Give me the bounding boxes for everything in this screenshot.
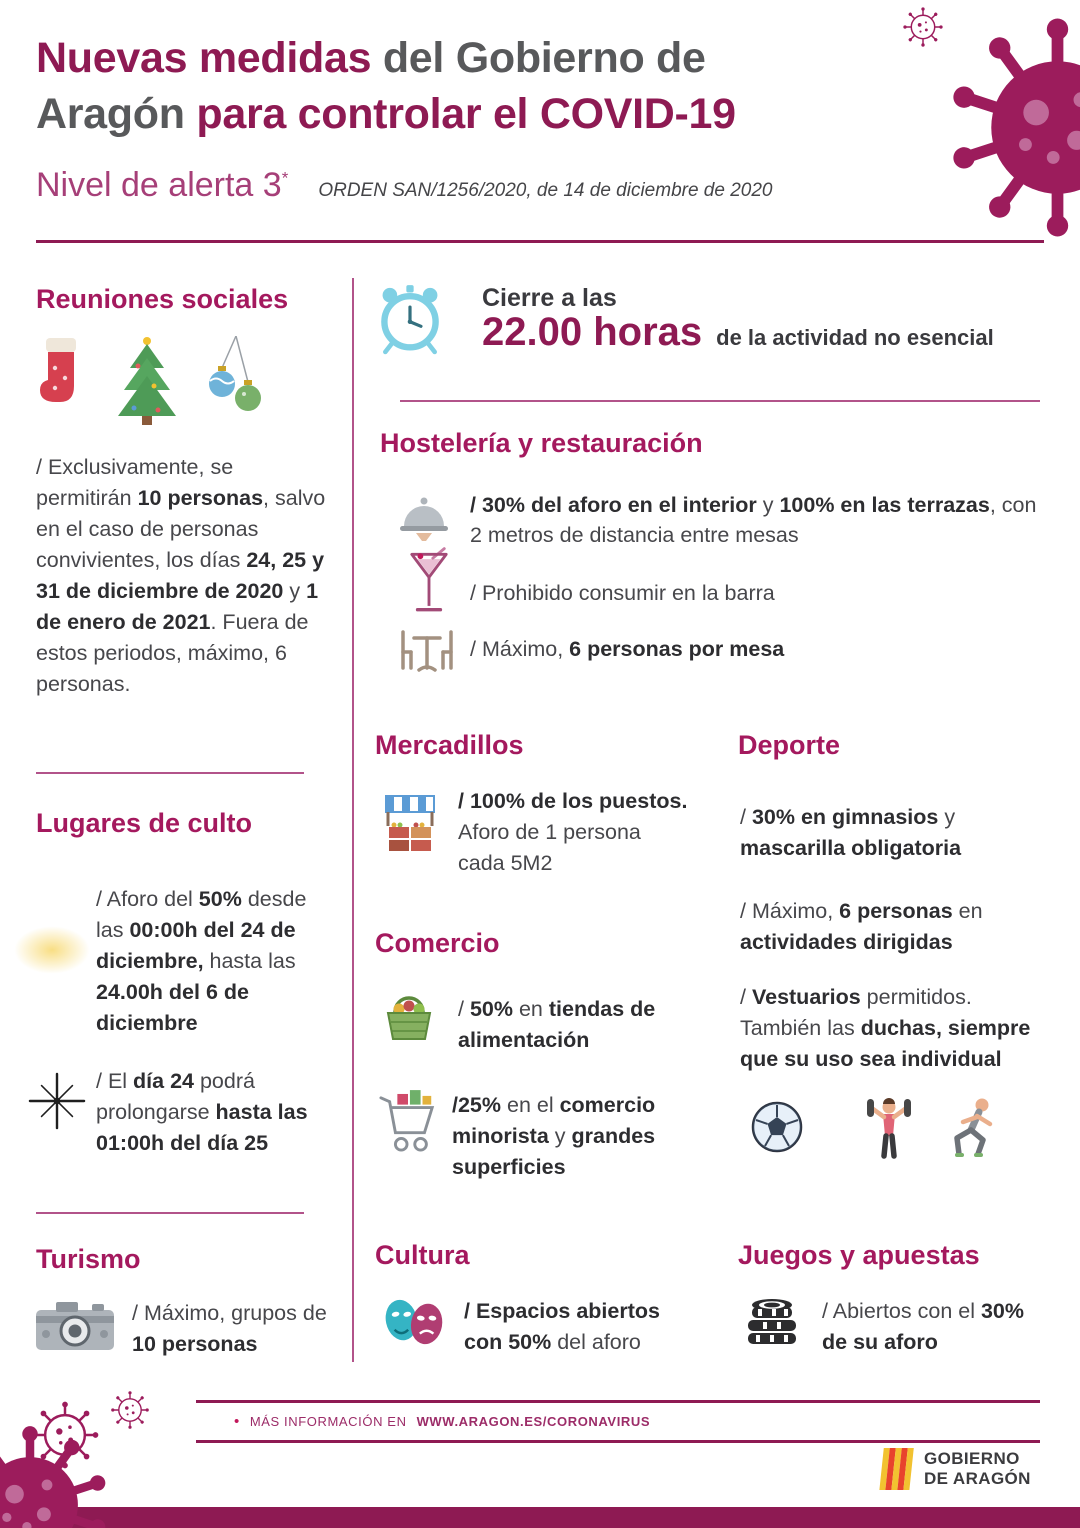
shopping-cart-icon	[378, 1086, 438, 1160]
section-title-deporte: Deporte	[738, 730, 841, 760]
aragon-flag-icon	[876, 1446, 914, 1492]
reuniones-text: / Exclusivamente, se permitirán 10 personas, salvo en el caso de personas convivientes, los días 24, 25 y 31 de diciembre de 2020 y 1 de enero de 2021. Fuera de estos periodos, máximo, 6 personas.	[36, 455, 326, 696]
section-title-reuniones: Reuniones sociales	[36, 284, 289, 314]
comercio-item-2: /25% en el comercio minorista y grandes superficies	[452, 1093, 656, 1179]
culto-text-1: / Aforo del 50% desde las 00:00h del 24 de diciembre, hasta las 24.00h del 6 de diciembre	[96, 887, 307, 1035]
gobierno-aragon-logo	[876, 1446, 1031, 1492]
header-divider	[36, 240, 1044, 243]
left-divider-2	[36, 1212, 304, 1214]
hosteleria-item-3: / Máximo, 6 personas por mesa	[470, 637, 785, 661]
section-title-comercio: Comercio	[375, 928, 500, 958]
info-prefix: MÁS INFORMACIÓN EN	[249, 1414, 407, 1429]
bottom-bar	[0, 1507, 1080, 1528]
section-title-turismo: Turismo	[36, 1244, 141, 1274]
christmas-tree-icon	[110, 336, 184, 428]
alert-row	[36, 166, 773, 205]
virus-icon	[940, 10, 1080, 245]
alert-asterisk: *	[281, 168, 289, 188]
theater-masks-icon	[382, 1292, 446, 1352]
info-bullet: •	[234, 1413, 240, 1430]
soccer-ball-icon	[750, 1100, 804, 1154]
cierre-time: 22.00 horas	[482, 310, 703, 354]
weightlifter-icon	[858, 1096, 920, 1160]
virus-icon	[108, 1388, 152, 1432]
sparkle-star-icon	[28, 1072, 86, 1130]
info-link[interactable]: WWW.ARAGON.ES/CORONAVIRUS	[416, 1414, 651, 1429]
virus-icon	[26, 1396, 104, 1474]
alarm-clock-icon	[378, 282, 442, 356]
hosteleria-item-2: / Prohibido consumir en la barra	[470, 581, 775, 605]
gobierno-text: GOBIERNO DE ARAGÓN	[924, 1449, 1031, 1488]
cultura-text: / Espacios abiertos con 50% del aforo	[464, 1299, 660, 1354]
christmas-stocking-icon	[36, 336, 88, 420]
christmas-icons-row	[36, 336, 264, 428]
section-title-mercadillos: Mercadillos	[375, 730, 524, 760]
title-accent-1: Nuevas medidas	[36, 34, 372, 82]
left-divider-1	[36, 772, 304, 774]
glow-icon	[14, 926, 90, 974]
deporte-item-3: / Vestuarios permitidos. También las duchas, siempre que su uso sea individual	[740, 985, 1031, 1071]
hosteleria-item-1: / 30% del aforo en el interior y 100% en las terrazas, con 2 metros de distancia entre mesas	[470, 493, 1037, 547]
camera-icon	[34, 1296, 116, 1354]
juegos-text: / Abiertos con el 30% de su aforo	[822, 1299, 1024, 1354]
alert-level: Nivel de alerta 3*	[36, 166, 289, 204]
runner-icon	[942, 1096, 1000, 1160]
food-basket-icon	[383, 988, 435, 1044]
section-title-juegos: Juegos y apuestas	[738, 1240, 980, 1270]
cocktail-icon	[408, 546, 450, 620]
section-title-culto: Lugares de culto	[36, 808, 253, 838]
title-accent-2: para controlar el COVID-19	[196, 90, 736, 138]
comercio-item-1: / 50% en tiendas de alimentación	[458, 997, 656, 1052]
deporte-item-2: / Máximo, 6 personas en actividades dirigidas	[740, 899, 983, 954]
cierre-divider	[400, 400, 1040, 402]
cierre-line	[482, 310, 994, 355]
cierre-rest: de la actividad no esencial	[716, 325, 994, 350]
mercadillos-text: / 100% de los puestos. Aforo de 1 persona cada 5M2	[458, 789, 688, 875]
order-reference: ORDEN SAN/1256/2020, de 14 de diciembre de 2020	[318, 180, 773, 201]
title-gray-2: Aragón	[36, 90, 197, 138]
section-title-hosteleria: Hostelería y restauración	[380, 428, 703, 458]
turismo-text: / Máximo, grupos de 10 personas	[132, 1301, 327, 1356]
culto-text-2: / El día 24 podrá prolongarse hasta las 01:00h del día 25	[96, 1069, 308, 1155]
poker-chips-icon	[744, 1292, 800, 1350]
page-title	[36, 30, 736, 142]
market-stall-icon	[383, 792, 437, 852]
cloche-icon	[398, 494, 450, 542]
section-title-cultura: Cultura	[375, 1240, 470, 1270]
title-gray-1: del Gobierno de	[371, 34, 706, 82]
table-chairs-icon	[398, 626, 456, 674]
info-bar	[196, 1400, 1040, 1443]
cierre-label: Cierre a las	[482, 284, 617, 312]
deporte-item-1: / 30% en gimnasios y mascarilla obligatoria	[740, 805, 962, 860]
column-divider	[352, 278, 354, 1362]
baubles-icon	[206, 336, 264, 422]
